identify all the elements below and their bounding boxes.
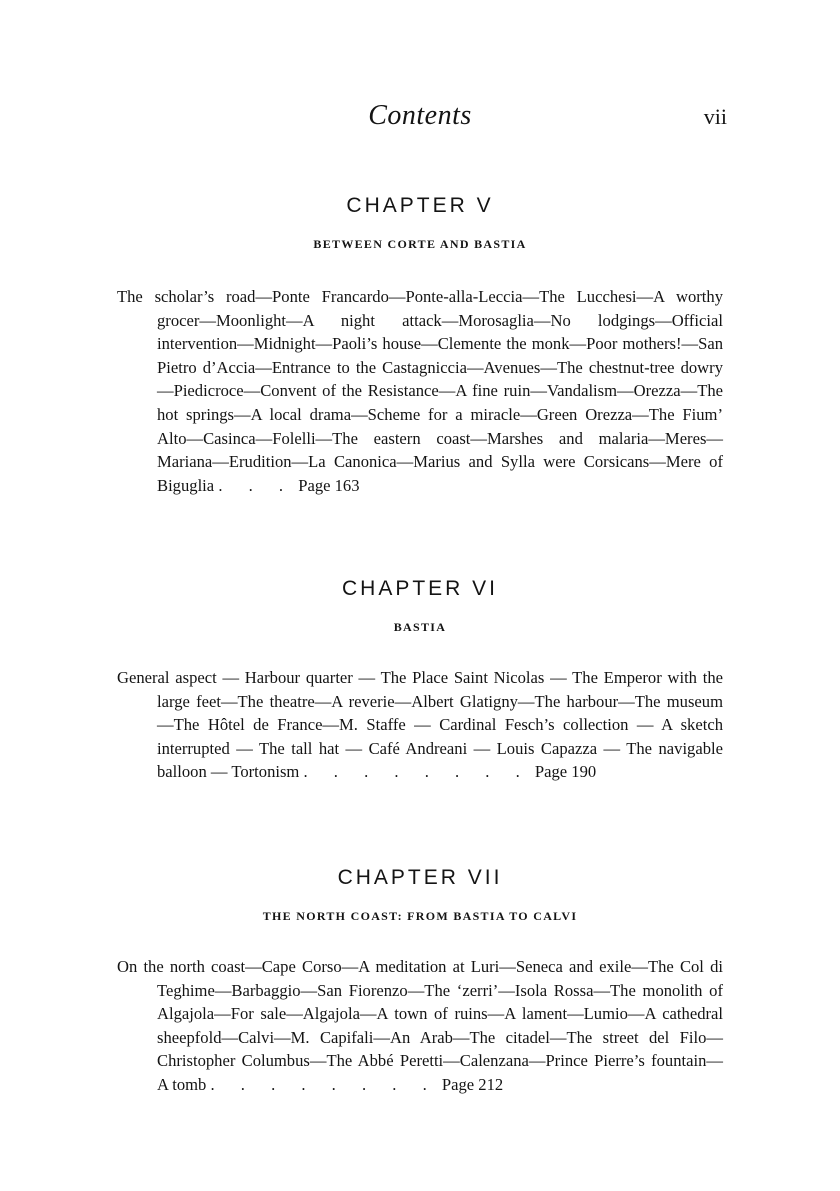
running-head	[0, 100, 840, 140]
chapter-vii	[0, 866, 840, 924]
summary-text: General aspect — Harbour quarter — The Place Saint Nicolas — The Emperor with the large feet—The theatre—A reverie—Albert Glatigny—The harbour—The museum—The Hôtel de France—M. Staffe — Cardinal Fesch’s collection — A sketch interrupted — The tall hat — Café Andreani — Louis Capazza — The navigable balloon — Tortonism	[117, 668, 723, 782]
chapter-heading: CHAPTER VII	[337, 866, 503, 889]
dot-leader: . . . . . . . .	[210, 1074, 438, 1094]
chapter-heading: CHAPTER V	[346, 194, 494, 217]
page-number: vii	[703, 104, 727, 129]
chapter-subtitle: THE NORTH COAST: FROM BASTIA TO CALVI	[262, 909, 578, 923]
chapter-v	[0, 194, 840, 252]
page-reference: Page 163	[298, 475, 360, 495]
dot-leader: . . .	[218, 475, 295, 495]
chapter-vi	[0, 577, 840, 635]
page-reference: Page 212	[441, 1074, 504, 1094]
chapter-summary	[117, 666, 723, 784]
summary-text: On the north coast—Cape Corso—A meditation at Luri—Seneca and exile—The Col di Teghime—Barbaggio—San Fiorenzo—The ‘zerri’—Isola Rossa—The monolith of Algajola—For sale—Algajola—A town of ruins—A lament—Lumio—A cathedral sheepfold—Calvi—M. Capifali—An Arab—The citadel—The street del Filo—Christopher Columbus—The Abbé Peretti—Calenzana—Prince Pierre’s fountain—A tomb	[117, 957, 723, 1094]
chapter-summary	[117, 285, 723, 497]
running-title: Contents	[368, 100, 472, 131]
chapter-subtitle: BASTIA	[393, 620, 447, 634]
summary-text: The scholar’s road—Ponte Francardo—Ponte-alla-Leccia—The Lucchesi—A worthy grocer—Moonlight—A night attack—Morosaglia—No lodgings—Official intervention—Midnight—Paoli’s house—Clemente the monk—Poor mothers!—San Pietro d’Accia—Entrance to the Castagniccia—Avenues—The chestnut-tree dowry—Piedicroce—Convent of the Resistance—A fine ruin—Vandalism—Orezza—The hot springs—A local drama—Scheme for a miracle—Green Orezza—The Fium’ Alto—Casinca—Folelli—The eastern coast—Marshes and malaria—Meres—Mariana—Erudition—La Canonica—Marius and Sylla were Corsicans—Mere of Biguglia	[117, 287, 723, 495]
dot-leader: . . . . . . . .	[303, 762, 531, 782]
chapter-summary	[117, 955, 723, 1097]
chapter-heading: CHAPTER VI	[341, 577, 499, 600]
chapter-subtitle: BETWEEN CORTE AND BASTIA	[313, 237, 527, 251]
page-reference: Page 190	[534, 762, 597, 782]
